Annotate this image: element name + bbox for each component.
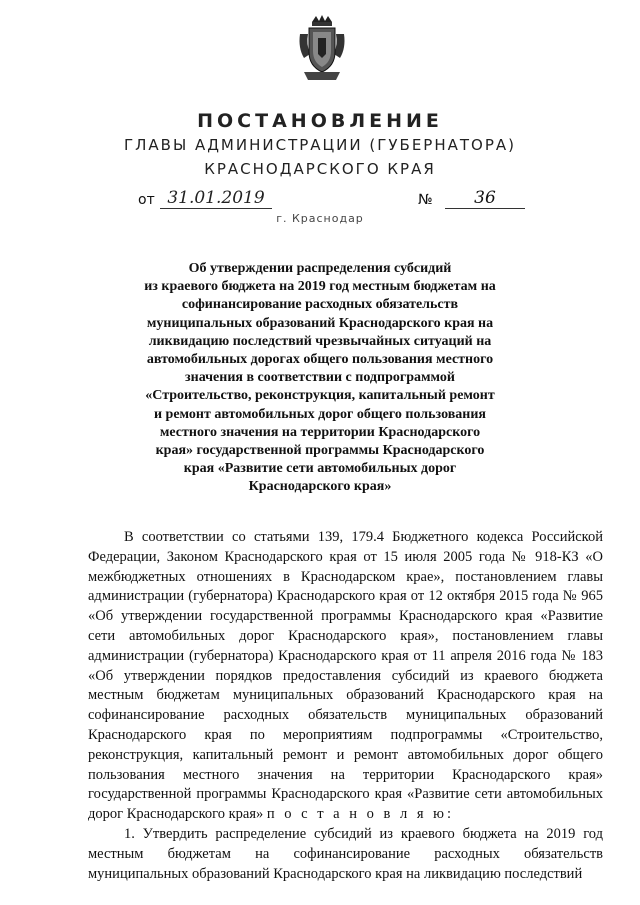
- date-prefix: от: [138, 192, 155, 208]
- paragraph-item-1: 1. Утвердить распределение субсидий из краевого бюджета на 2019 год местным бюджетам на софинансирование расходных обязательств муниципальных образований Краснодарского края на ликвидацию последствий: [88, 825, 603, 882]
- title-line: «Строительство, реконструкция, капитальный ремонт: [145, 388, 495, 404]
- title-line: местного значения на территории Краснодарского: [159, 424, 481, 440]
- title-line: Об утверждении распределения субсидий: [188, 261, 452, 276]
- paragraph-preamble: [88, 528, 603, 825]
- title-line: из краевого бюджета на 2019 год местным бюджетам на: [144, 279, 496, 295]
- coat-of-arms-emblem: [296, 14, 348, 84]
- preamble-text: В соответствии со статьями 139, 179.4 Бюджетного кодекса Российской Федерации, Законом Краснодарского края от 15 июля 2005 года № 918-КЗ «О межбюджетных отношениях в Краснодарском крае», постановлением главы администрации (губернатора) Краснодарского края от 12 октября 2015 года № 965 «Об утверждении государственной программы Краснодарского края «Развитие сети автомобильных дорог Краснодарского края», постановлением главы администрации (губернатора) Краснодарского края от 11 апреля 2016 года № 183 «Об утверждении порядков предоставления субсидий из краевого бюджета местным бюджетам муниципальных образований Краснодарского края на софинансирование расходных обязательств муниципальных образований Краснодарского края по мероприятиям подпрограммы «Строительство, реконструкция, капитальный ремонт и ремонт автомобильных дорог общего пользования местного значения на территории Краснодарского края» государственной программы Краснодарского края «Развитие сети автомобильных дорог Краснодарского края»: [88, 529, 603, 823]
- issuer-heading: ГЛАВЫ АДМИНИСТРАЦИИ (ГУБЕРНАТОРА): [123, 136, 517, 154]
- document-type-heading: ПОСТАНОВЛЕНИЕ: [197, 110, 443, 132]
- title-line: Краснодарского края»: [248, 479, 392, 495]
- title-line: значения в соответствии с подпрограммой: [185, 370, 455, 386]
- title-line: края» государственной программы Краснодарского: [155, 443, 485, 459]
- title-line: муниципальных образований Краснодарского края на: [146, 315, 494, 331]
- region-heading: КРАСНОДАРСКОГО КРАЯ: [204, 160, 436, 178]
- number-prefix: №: [418, 192, 433, 208]
- city-label: г. Краснодар: [276, 212, 364, 225]
- title-line: автомобильных дорогах общего пользования местного: [146, 352, 494, 368]
- document-number: 36: [445, 188, 525, 209]
- title-line: софинансирование расходных обязательств: [181, 297, 459, 313]
- title-line: края «Развитие сети автомобильных дорог: [183, 461, 457, 477]
- document-body: [88, 528, 603, 884]
- title-line: ликвидацию последствий чрезвычайных ситуаций на: [148, 333, 492, 349]
- document-date: 31.01.2019: [160, 188, 272, 209]
- resolution-verb: п о с т а н о в л я ю:: [266, 806, 454, 823]
- title-line: и ремонт автомобильных дорог общего пользования: [153, 406, 487, 422]
- date-number-line: [0, 190, 640, 212]
- document-title: [120, 260, 520, 497]
